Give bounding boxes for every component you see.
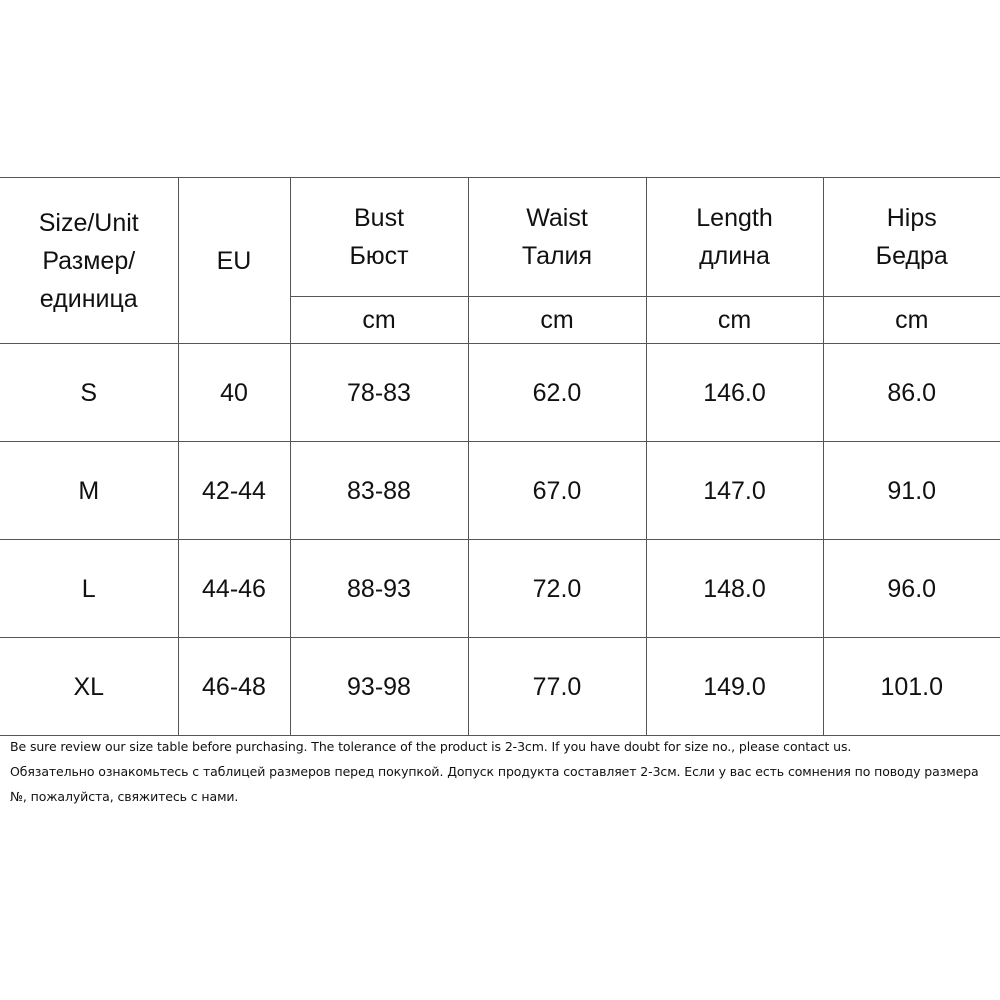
cell-size: M: [0, 442, 178, 540]
header-size-unit: [0, 178, 178, 344]
header-length-en: Length: [696, 204, 773, 232]
cell-hips: 96.0: [823, 540, 1000, 638]
header-length-ru: длина: [699, 242, 770, 270]
cell-waist: 72.0: [468, 540, 646, 638]
header-size-unit-en: Size/Unit: [38, 208, 139, 237]
header-waist-en: Waist: [526, 204, 588, 232]
table-row: [0, 540, 1000, 638]
cell-length: 148.0: [646, 540, 823, 638]
unit-hips: cm: [823, 297, 1000, 344]
cell-bust: 83-88: [290, 442, 468, 540]
header-waist-ru: Талия: [521, 242, 593, 270]
table-row: [0, 344, 1000, 442]
cell-eu: 42-44: [178, 442, 290, 540]
size-chart-table: [0, 177, 1000, 736]
header-eu: [178, 178, 290, 344]
table-row: [0, 442, 1000, 540]
cell-waist: 67.0: [468, 442, 646, 540]
cell-waist: 77.0: [468, 638, 646, 736]
cell-size: S: [0, 344, 178, 442]
header-bust: [290, 178, 468, 297]
cell-bust: 88-93: [290, 540, 468, 638]
cell-bust: 93-98: [290, 638, 468, 736]
header-hips-ru: Бедра: [875, 242, 948, 270]
cell-length: 147.0: [646, 442, 823, 540]
cell-hips: 86.0: [823, 344, 1000, 442]
header-row: [0, 178, 1000, 297]
header-bust-ru: Бюст: [349, 242, 409, 270]
cell-eu: 44-46: [178, 540, 290, 638]
header-size-unit-ru-2: единица: [39, 284, 138, 313]
unit-length: cm: [646, 297, 823, 344]
cell-waist: 62.0: [468, 344, 646, 442]
cell-hips: 91.0: [823, 442, 1000, 540]
cell-length: 149.0: [646, 638, 823, 736]
cell-hips: 101.0: [823, 638, 1000, 736]
cell-bust: 78-83: [290, 344, 468, 442]
table-row: [0, 638, 1000, 736]
unit-waist: cm: [468, 297, 646, 344]
header-eu-label: EU: [216, 246, 252, 275]
cell-size: L: [0, 540, 178, 638]
cell-size: XL: [0, 638, 178, 736]
header-hips-en: Hips: [886, 204, 937, 232]
header-bust-en: Bust: [353, 204, 405, 232]
cell-eu: 46-48: [178, 638, 290, 736]
header-size-unit-ru-1: Размер/: [42, 246, 136, 275]
header-length: [646, 178, 823, 297]
unit-bust: cm: [290, 297, 468, 344]
header-waist: [468, 178, 646, 297]
cell-length: 146.0: [646, 344, 823, 442]
header-hips: [823, 178, 1000, 297]
cell-eu: 40: [178, 344, 290, 442]
note-russian: Обязательно ознакомьтесь с таблицей размеров перед покупкой. Допуск продукта составляет 2-3см. Если у вас есть сомнения по поводу размера №, пожалуйста, свяжитесь с нами.: [10, 764, 979, 804]
note-english: Be sure review our size table before purchasing. The tolerance of the product is 2-3cm. If you have doubt for size no., please contact us.: [10, 739, 852, 754]
